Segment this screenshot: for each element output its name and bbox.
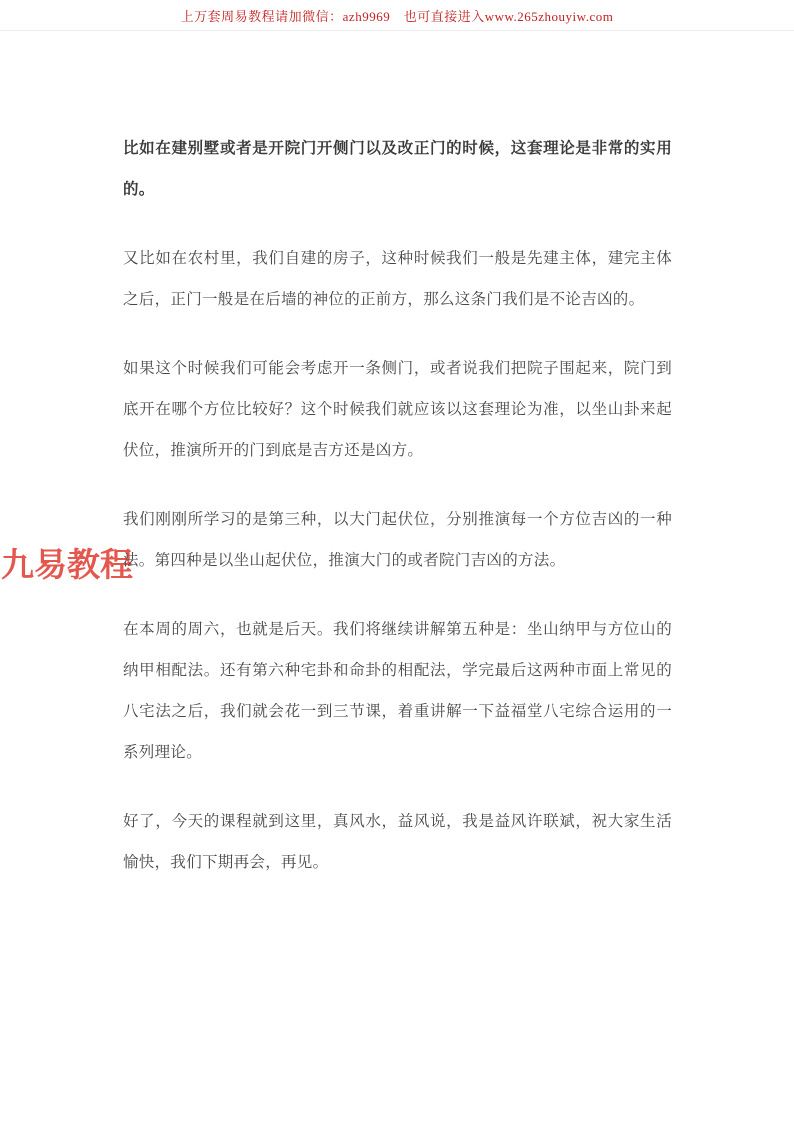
- paragraph-2: 又比如在农村里，我们自建的房子，这种时候我们一般是先建主体，建完主体之后，正门一般是在后墙的神位的正前方，那么这条门我们是不论吉凶的。: [123, 250, 672, 308]
- paragraph-1: 比如在建别墅或者是开院门开侧门以及改正门的时候，这套理论是非常的实用的。: [123, 140, 672, 198]
- paragraph-4: 我们刚刚所学习的是第三种，以大门起伏位，分别推演每一个方位吉凶的一种法。第四种是以坐山起伏位，推演大门的或者院门吉凶的方法。: [123, 511, 672, 569]
- paragraph-5: 在本周的周六，也就是后天。我们将继续讲解第五种是：坐山纳甲与方位山的纳甲相配法。还有第六种宅卦和命卦的相配法，学完最后这两种市面上常见的八宅法之后，我们就会花一到三节课，着重讲解一下益福堂八宅综合运用的一系列理论。: [123, 621, 672, 761]
- document-body: [123, 128, 672, 911]
- watermark-text: 九易教程: [1, 546, 133, 583]
- paragraph-6: 好了，今天的课程就到这里，真风水，益风说，我是益风许联斌，祝大家生活愉快，我们下期再会，再见。: [123, 813, 672, 871]
- paragraph-3: 如果这个时候我们可能会考虑开一条侧门，或者说我们把院子围起来，院门到底开在哪个方位比较好？这个时候我们就应该以这套理论为准，以坐山卦来起伏位，推演所开的门到底是吉方还是凶方。: [123, 360, 672, 459]
- page-header: [0, 6, 794, 31]
- header-promo-text: 上万套周易教程请加微信：azh9969 也可直接进入www.265zhouyiw.com: [180, 9, 614, 24]
